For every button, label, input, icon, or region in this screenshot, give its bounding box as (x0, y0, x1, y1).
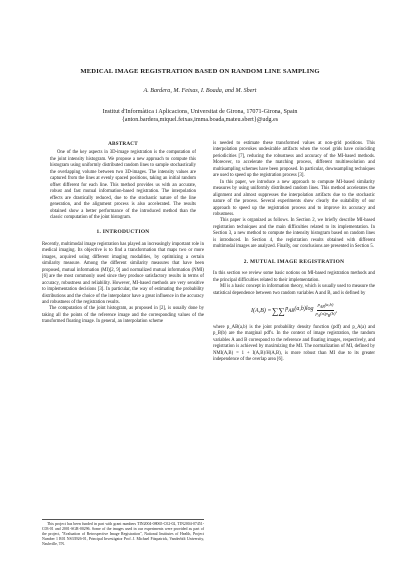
denominator-sub-a: A (317, 314, 321, 319)
denominator-p: p (315, 311, 318, 317)
equation-joint-args: (a,b)log (294, 306, 314, 313)
affiliation-line: Institut d'Informàtica i Aplicacions, Universitat de Girona, 17071-Girona, Spain (102, 109, 298, 115)
denominator-args-a: (a)p (320, 311, 328, 317)
section2-paragraph-1: In this section we review some basic notions on MI-based registration methods and the principal difficulties related to their implementation. (213, 271, 375, 283)
section2-paragraph-3: where p_AB(a,b) is the joint probability density function (pdf) and p_A(a) and p_B(b) are the marginal pdf's. In the context of image registration, the random variables A and B correspond to the reference and floating images, respectively, and registration is achieved by maximizing the MI. The normalization of MI, defined by NMI(A,B) = 1 + I(A,B)/H(A,B), is more robust than MI due to its greater independence of the overlap area [6]. (213, 324, 375, 363)
equation-trailing-comma: , (335, 307, 337, 314)
intro-paragraph-1: Recently, multimodal image registration has played an increasingly important role in medical imaging. Its objective is to find a transformation that maps two or more images, acquired using different imaging modalities, by optimizing a certain similarity measure. Among the different similarity measures that have been proposed, mutual information (MI)[2, 9] and normalized mutual information (NMI)[6] are the most commonly used since they produce satisfactory results in terms of accuracy, robustness and reliability. However, MI-based methods are very sensitive to implementation decisions [3]. In particular, the way of estimating the probability distributions and the choice of the interpolator have a great influence in the accuracy and robustness of the registration results. (42, 241, 204, 305)
numerator-sub: AB (319, 305, 325, 310)
equation-numerator (317, 302, 335, 311)
author-affiliation (0, 108, 400, 124)
equation-joint-sub: AB (288, 309, 295, 315)
equation-double-sum: ∑∑ (271, 305, 285, 316)
section-heading-introduction: 1. INTRODUCTION (96, 229, 150, 236)
equation-fraction (316, 302, 336, 320)
intro-paragraph-4: In this paper, we introduce a new approach to compute MI-based similarity measures by using uniformly distributed random lines. This method accelerates the alignment and almost suppresses the interpolation artifacts due to the stochastic nature of the process. Several experiments show clearly the suitability of our approach to speed up the registration process and to improve its accuracy and robustness. (213, 179, 375, 217)
left-column (42, 141, 204, 326)
equation-joint-term (285, 306, 313, 316)
paper-title: MEDICAL IMAGE REGISTRATION BASED ON RANDOM LINE SAMPLING (80, 68, 320, 75)
section-heading-mi-registration: 2. MUTUAL IMAGE REGISTRATION (243, 258, 345, 265)
abstract-heading: ABSTRACT (108, 141, 138, 147)
numerator-p: p (317, 302, 320, 308)
denominator-sub-b: B (327, 314, 331, 319)
denominator-args-b: (b) (330, 311, 336, 317)
equation-lhs: I(A,B) = (251, 307, 272, 314)
intro-paragraph-5: This paper is organized as follows. In Section 2, we briefly describe MI-based registration techniques and the main difficulties related to its implementation. In Section 3, a new method to compute the intensity histogram based on random lines is introduced. In Section 4, the registration results obtained with different multimodal images are analyzed. Finally, our conclusions are presented in Section 5. (213, 218, 375, 250)
footnote-text: This project has been funded in part with grant numbers TIN2004-08065-C02-02, TIN2004-07451-C03-01 and 2001-SGR-00296. Some of the images used in our experiments were provided as part of the project, "Evaluation of Retrospective Image Registration", National Institutes of Health, Project Number 1 R01 NS33926-01, Principal Investigator Prof. J. Michael Fitzpatrick, Vanderbilt University, Nashville, TN. (42, 522, 204, 546)
paper-authors: A. Bardera, M. Feixas, I. Boada, and M. Sbert (143, 88, 257, 94)
section2-paragraph-2: MI is a basic concept in information theory, which is usually used to measure the statistical dependence between two random variables A and B, and is defined by (213, 284, 375, 296)
equation-joint-p: p (285, 306, 289, 313)
abstract-text: One of the key aspects in 3D-image registration is the computation of the joint intensity histogram. We propose a new approach to compute this histogram using uniformly distributed random lines to sample stochastically the overlapping volume between two 3D-images. The intensity values are captured from the lines at evenly spaced positions, taking an initial random offset different for each line. This method provides us with an accurate, robust and fast mutual information-based registration. The interpolation effects are drastically reduced, due to the stochastic nature of the line generation, and the alignment process is also accelerated. The results obtained show a better performance of the introduced method than the classic computation of the joint histogram. (50, 150, 196, 220)
intro-paragraph-3: is needed to estimate these transformed values at non-grid positions. This interpolation provokes undesirable artifacts when the voxel grids have coinciding periodicities [7], reducing the robustness and accuracy of the MI-based methods. Moreover, to accelerate the matching process, different multiresolution and multisampling schemes have been proposed. In particular, downsampling techniques are used to speed up the registration process [3]. (213, 141, 375, 179)
abstract-block (42, 141, 204, 221)
intro-paragraph-2: The computation of the joint histogram, as proposed in [2], is usually done by taking all the points of the reference image and the corresponding values of the transformed floating image. In general, an interpolation scheme (42, 306, 204, 325)
mutual-information-equation (213, 300, 375, 322)
numerator-args: (a,b) (324, 302, 334, 308)
equation-denominator (316, 311, 336, 319)
author-emails: {anton.bardera,miquel.feixas,imma.boada,mateu.sbert}@udg.es (121, 117, 279, 124)
right-column (213, 141, 375, 364)
funding-footnote (42, 519, 204, 547)
